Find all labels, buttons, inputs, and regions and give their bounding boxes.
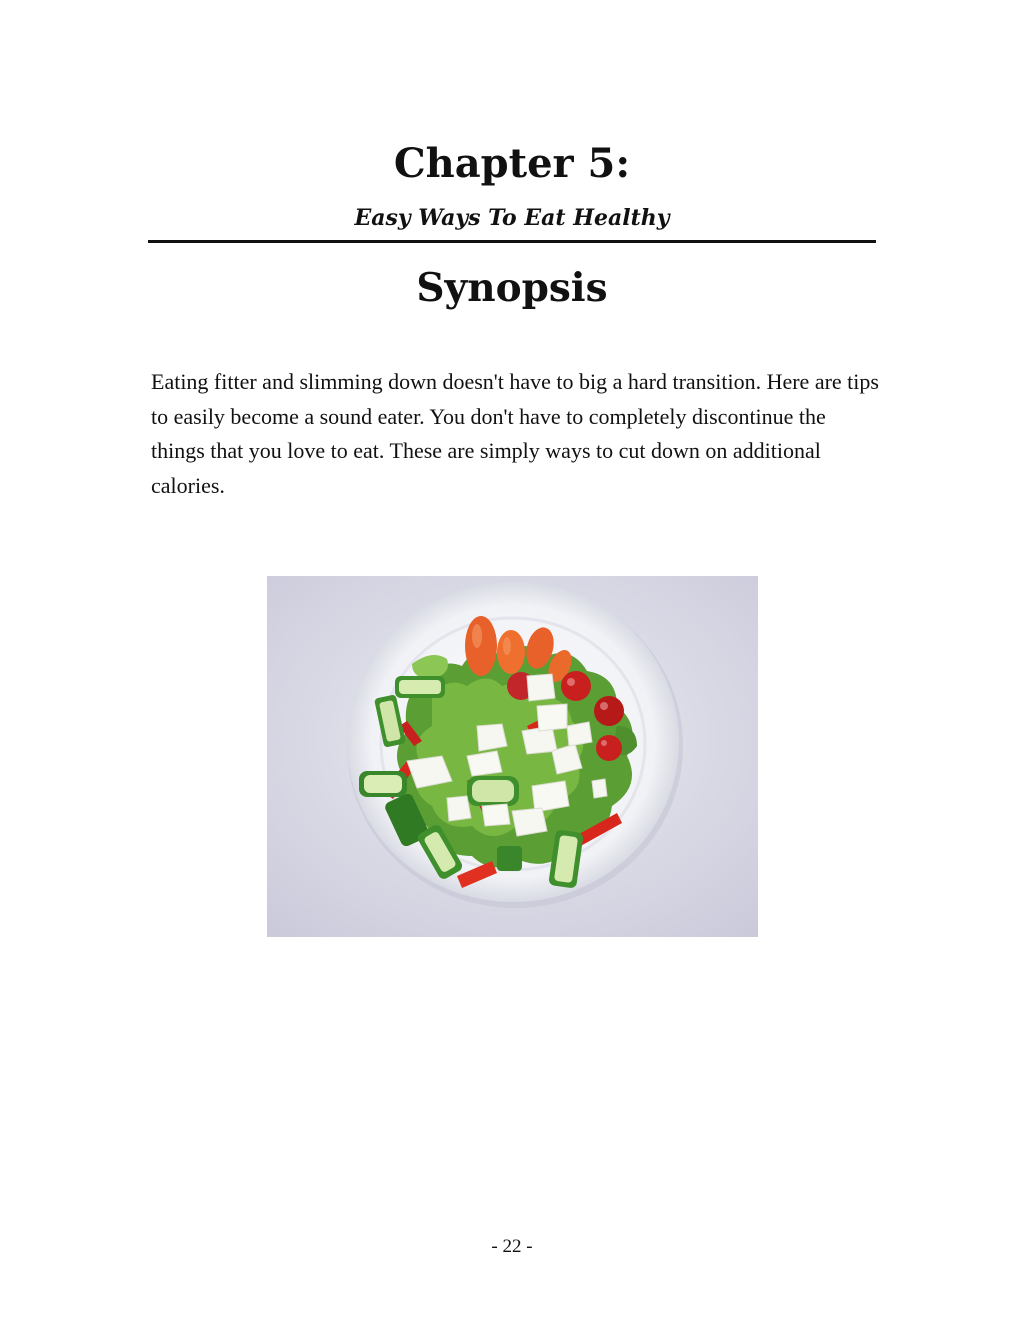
title-divider — [148, 240, 876, 243]
chapter-subtitle: Easy Ways To Eat Healthy — [354, 205, 670, 231]
synopsis-paragraph: Eating fitter and slimming down doesn't have to big a hard transition. Here are tips to easily become a sound eater. You don't have to completely discontinue the things that you love to eat. These are simply ways to cut down on additional calories. — [151, 369, 879, 499]
salad-photo — [267, 576, 758, 937]
chapter-title: Chapter 5: — [393, 140, 631, 187]
salad-illustration — [267, 576, 758, 937]
section-title: Synopsis — [416, 265, 608, 311]
page-number: - 22 - — [491, 1236, 533, 1257]
